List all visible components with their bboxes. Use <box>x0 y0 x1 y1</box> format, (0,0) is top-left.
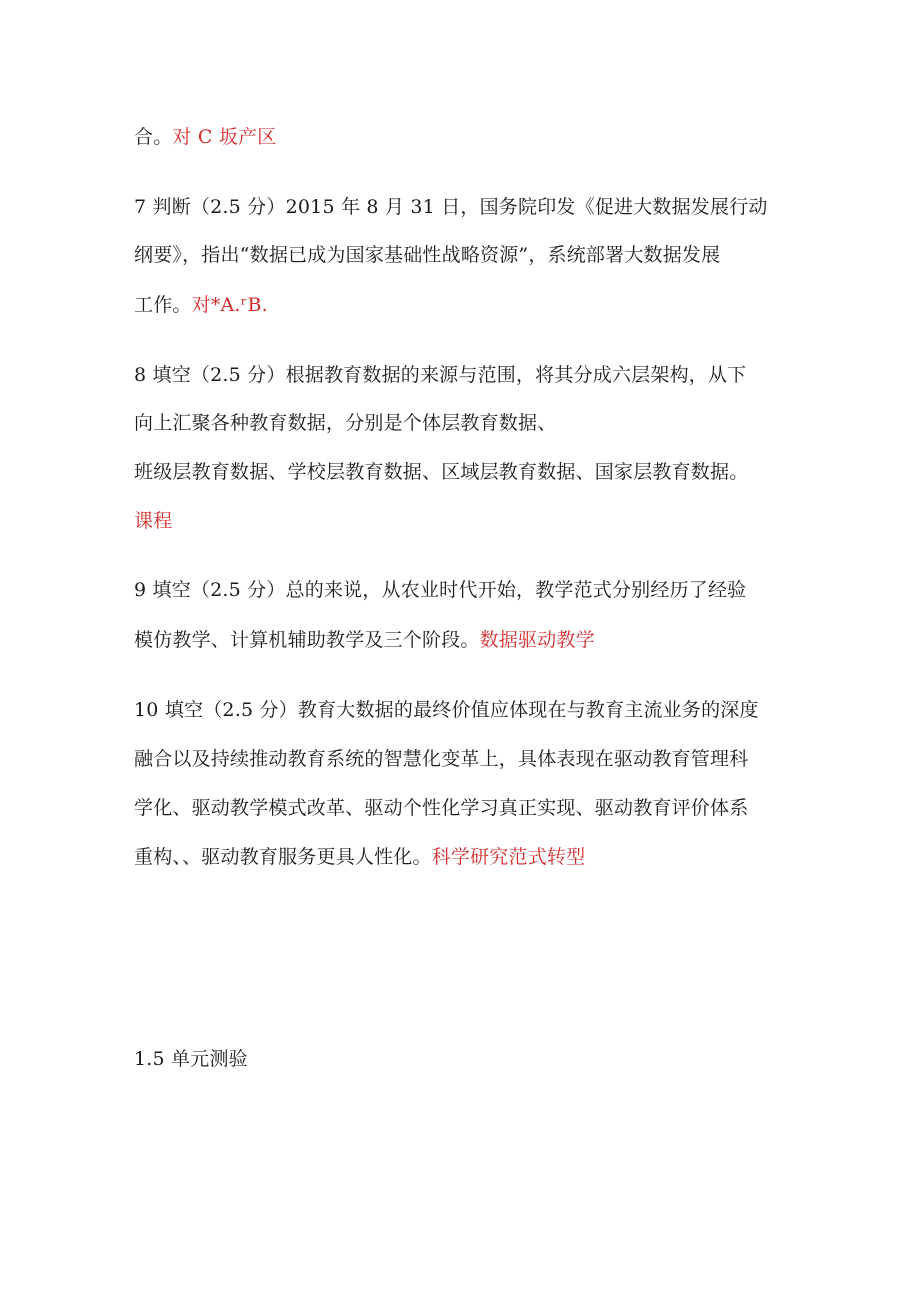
line-text: 1.5 单元测验 <box>134 1048 248 1070</box>
q6-answer-line <box>134 124 814 150</box>
line-text: 10 填空（2.5 分）教育大数据的最终价值应体现在与教育主流业务的深度 <box>134 699 759 721</box>
line-text: 合。 <box>134 126 173 148</box>
line-text: 9 填空（2.5 分）总的来说，从农业时代开始，教学范式分别经历了经验 <box>134 579 747 601</box>
line-text: 重构、、驱动教育服务更具人性化。 <box>134 846 432 868</box>
line-text: 工作。 <box>134 294 192 316</box>
q10-line-4 <box>134 844 814 870</box>
q7-line-2 <box>134 242 814 268</box>
line-text: 8 填空（2.5 分）根据教育数据的来源与范围，将其分成六层架构，从下 <box>134 364 747 386</box>
line-text: 学化、驱动教学模式改革、驱动个性化学习真正实现、驱动教育评价体系 <box>134 797 749 819</box>
line-text: 向上汇聚各种教育数据，分别是个体层教育数据、 <box>134 412 557 434</box>
answer-text: 对 C 坂产区 <box>172 126 277 148</box>
line-text: 融合以及持续推动教育系统的智慧化变革上，具体表现在驱动教育管理科 <box>134 748 749 770</box>
q7-line-3 <box>134 292 814 318</box>
q8-line-2 <box>134 410 814 436</box>
line-text: 班级层教育数据、学校层教育数据、区域层教育数据、国家层教育数据。 <box>134 461 749 483</box>
section-heading <box>134 1046 814 1072</box>
answer-text: 数据驱动教学 <box>479 629 595 651</box>
q10-line-3 <box>134 795 814 821</box>
line-text: 7 判断（2.5 分）2015 年 8 月 31 日，国务院印发《促进大数据发展行动 <box>134 196 768 218</box>
q9-line-2 <box>134 627 814 653</box>
line-text: 纲要》，指出“数据已成为国家基础性战略资源”，系统部署大数据发展 <box>134 244 721 266</box>
q10-line-1 <box>134 697 814 723</box>
q7-line-1 <box>134 194 814 220</box>
answer-text: 对*A.ʳB. <box>191 294 268 316</box>
line-text: 模仿教学、计算机辅助教学及三个阶段。 <box>134 629 480 651</box>
answer-text: 课程 <box>134 510 173 532</box>
q8-line-1 <box>134 362 814 388</box>
q8-line-3 <box>134 459 814 485</box>
answer-text: 科学研究范式转型 <box>431 846 586 868</box>
q9-line-1 <box>134 577 814 603</box>
q8-answer-line <box>134 508 814 534</box>
q10-line-2 <box>134 746 814 772</box>
